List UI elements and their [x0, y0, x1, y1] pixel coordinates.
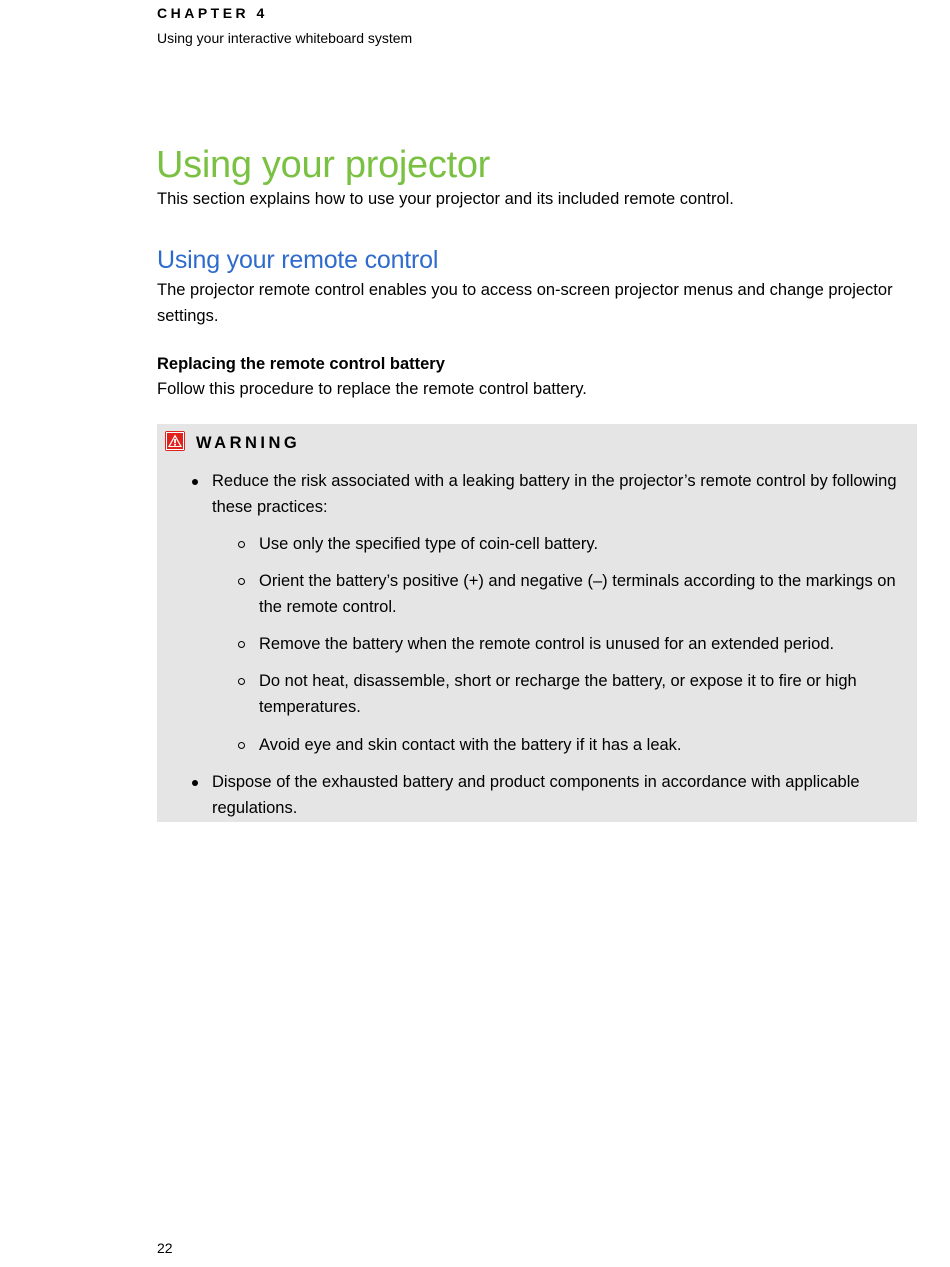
procedure-heading: Replacing the remote control battery: [157, 355, 445, 373]
sub-bullet-circle: [238, 578, 245, 585]
sub-bullet-circle: [238, 678, 245, 685]
chapter-title: Using your interactive whiteboard system: [157, 30, 413, 46]
warning-sub-item: [259, 668, 899, 720]
warning-label: WARNING: [196, 434, 301, 452]
bullet-dot: [192, 479, 198, 485]
warning-sub-item-text: Avoid eye and skin contact with the battery if it has a leak.: [259, 736, 682, 754]
chapter-label: CHAPTER 4: [157, 5, 268, 21]
section-heading: Using your projector: [156, 144, 491, 186]
warning-item-text: Dispose of the exhausted battery and product components in accordance with applicable regulations.: [212, 773, 860, 817]
warning-item-text: Reduce the risk associated with a leaking battery in the projector’s remote control by following these practices:: [212, 472, 897, 516]
sub-bullet-circle: [238, 541, 245, 548]
subsection-heading: Using your remote control: [157, 246, 439, 274]
warning-sub-item: [259, 568, 899, 620]
warning-box: [157, 424, 917, 822]
subsection-description: The projector remote control enables you to access on-screen projector menus and change projector settings.: [157, 281, 893, 325]
warning-sub-item-text: Use only the specified type of coin-cell battery.: [259, 535, 599, 553]
warning-triangle-icon: [165, 431, 185, 451]
sub-bullet-circle: [238, 742, 245, 749]
warning-sub-item: [259, 531, 899, 557]
warning-sub-item-text: Orient the battery’s positive (+) and negative (–) terminals according to the markings on the remote control.: [259, 572, 896, 616]
warning-sub-item: [259, 732, 899, 758]
procedure-description: Follow this procedure to replace the remote control battery.: [157, 380, 587, 398]
section-intro: This section explains how to use your projector and its included remote control.: [157, 190, 734, 208]
page-number: 22: [157, 1240, 173, 1256]
warning-sub-item-text: Do not heat, disassemble, short or recharge the battery, or expose it to fire or high temperatures.: [259, 672, 857, 716]
bullet-dot: [192, 780, 198, 786]
sub-bullet-circle: [238, 641, 245, 648]
warning-item: [212, 769, 902, 821]
warning-sub-item: [259, 631, 899, 657]
warning-sub-item-text: Remove the battery when the remote control is unused for an extended period.: [259, 635, 835, 653]
warning-item: [212, 468, 902, 520]
